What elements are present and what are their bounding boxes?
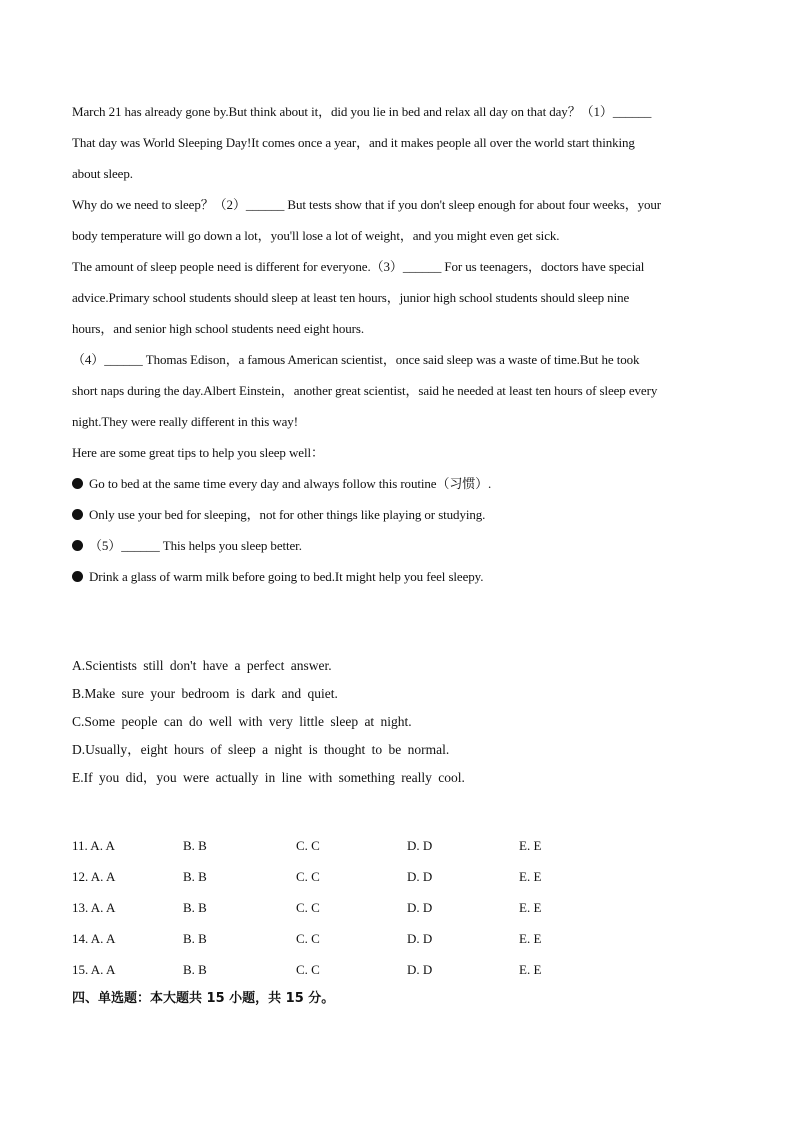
passage-line: Why do we need to sleep？（2）______ But tests show that if you don't sleep enough for about four weeks，your (72, 197, 662, 212)
document-page (72, 96, 722, 1013)
question-number-choice-a: 11. A. A (72, 838, 115, 853)
passage-line: short naps during the day.Albert Einstein，another great scientist，said he needed at least ten hours of sleep every (72, 383, 658, 398)
choice-b: B. B (183, 869, 207, 884)
reading-passage (72, 96, 722, 592)
option-d: D.Usually，eight hours of sleep a night is thought to be normal. (72, 742, 450, 757)
answer-row (72, 954, 722, 985)
choice-e: E. E (519, 900, 542, 915)
choice-c: C. C (296, 838, 320, 853)
choice-d: D. D (407, 962, 433, 977)
tip-item (72, 530, 722, 561)
option-c: C.Some people can do well with very little sleep at night. (72, 714, 412, 729)
passage-line: night.They were really different in this way! (72, 414, 298, 429)
choice-b: B. B (183, 962, 207, 977)
tip-item (72, 561, 722, 592)
passage-line: body temperature will go down a lot，you'll lose a lot of weight，and you might even get sick. (72, 228, 560, 243)
bullet-icon (72, 509, 83, 520)
choice-d: D. D (407, 869, 433, 884)
tip-text: Only use your bed for sleeping，not for other things like playing or studying. (89, 507, 486, 522)
choice-c: C. C (296, 931, 320, 946)
choice-e: E. E (519, 931, 542, 946)
choice-c: C. C (296, 900, 320, 915)
option-e: E.If you did，you were actually in line with something really cool. (72, 770, 465, 785)
passage-line: （4）______ Thomas Edison，a famous American scientist，once said sleep was a waste of time.But he took (72, 352, 640, 367)
passage-line: The amount of sleep people need is different for everyone.（3）______ For us teenagers，doctors have special (72, 259, 645, 274)
tip-item (72, 468, 722, 499)
answer-grid (72, 830, 722, 985)
option-b: B.Make sure your bedroom is dark and quiet. (72, 686, 338, 701)
choice-b: B. B (183, 838, 207, 853)
section-heading: 四、单选题：本大题共 15 小题，共 15 分。 (72, 991, 335, 1006)
answer-row (72, 861, 722, 892)
tip-text: Drink a glass of warm milk before going to bed.It might help you feel sleepy. (89, 569, 484, 584)
question-number-choice-a: 15. A. A (72, 962, 116, 977)
answer-options (72, 652, 722, 792)
answer-row (72, 830, 722, 861)
bullet-icon (72, 540, 83, 551)
tip-text: Go to bed at the same time every day and always follow this routine（习惯）. (89, 476, 492, 491)
answer-row (72, 923, 722, 954)
choice-e: E. E (519, 838, 542, 853)
question-number-choice-a: 14. A. A (72, 931, 116, 946)
choice-d: D. D (407, 900, 433, 915)
option-a: A.Scientists still don't have a perfect answer. (72, 658, 332, 673)
passage-line: about sleep. (72, 166, 133, 181)
passage-line: advice.Primary school students should sleep at least ten hours，junior high school students should sleep nine (72, 290, 630, 305)
choice-d: D. D (407, 838, 433, 853)
passage-line: March 21 has already gone by.But think about it，did you lie in bed and relax all day on that day？（1）______ (72, 104, 652, 119)
tip-item (72, 499, 722, 530)
choice-d: D. D (407, 931, 433, 946)
answer-row (72, 892, 722, 923)
choice-e: E. E (519, 869, 542, 884)
passage-line: hours，and senior high school students need eight hours. (72, 321, 365, 336)
question-number-choice-a: 12. A. A (72, 869, 116, 884)
bullet-icon (72, 478, 83, 489)
choice-b: B. B (183, 900, 207, 915)
choice-e: E. E (519, 962, 542, 977)
passage-line: That day was World Sleeping Day!It comes once a year，and it makes people all over the world start thinking (72, 135, 635, 150)
bullet-icon (72, 571, 83, 582)
tip-text: （5）______ This helps you sleep better. (89, 538, 302, 553)
choice-c: C. C (296, 869, 320, 884)
question-number-choice-a: 13. A. A (72, 900, 116, 915)
passage-line: Here are some great tips to help you sleep well： (72, 445, 324, 460)
choice-c: C. C (296, 962, 320, 977)
choice-b: B. B (183, 931, 207, 946)
